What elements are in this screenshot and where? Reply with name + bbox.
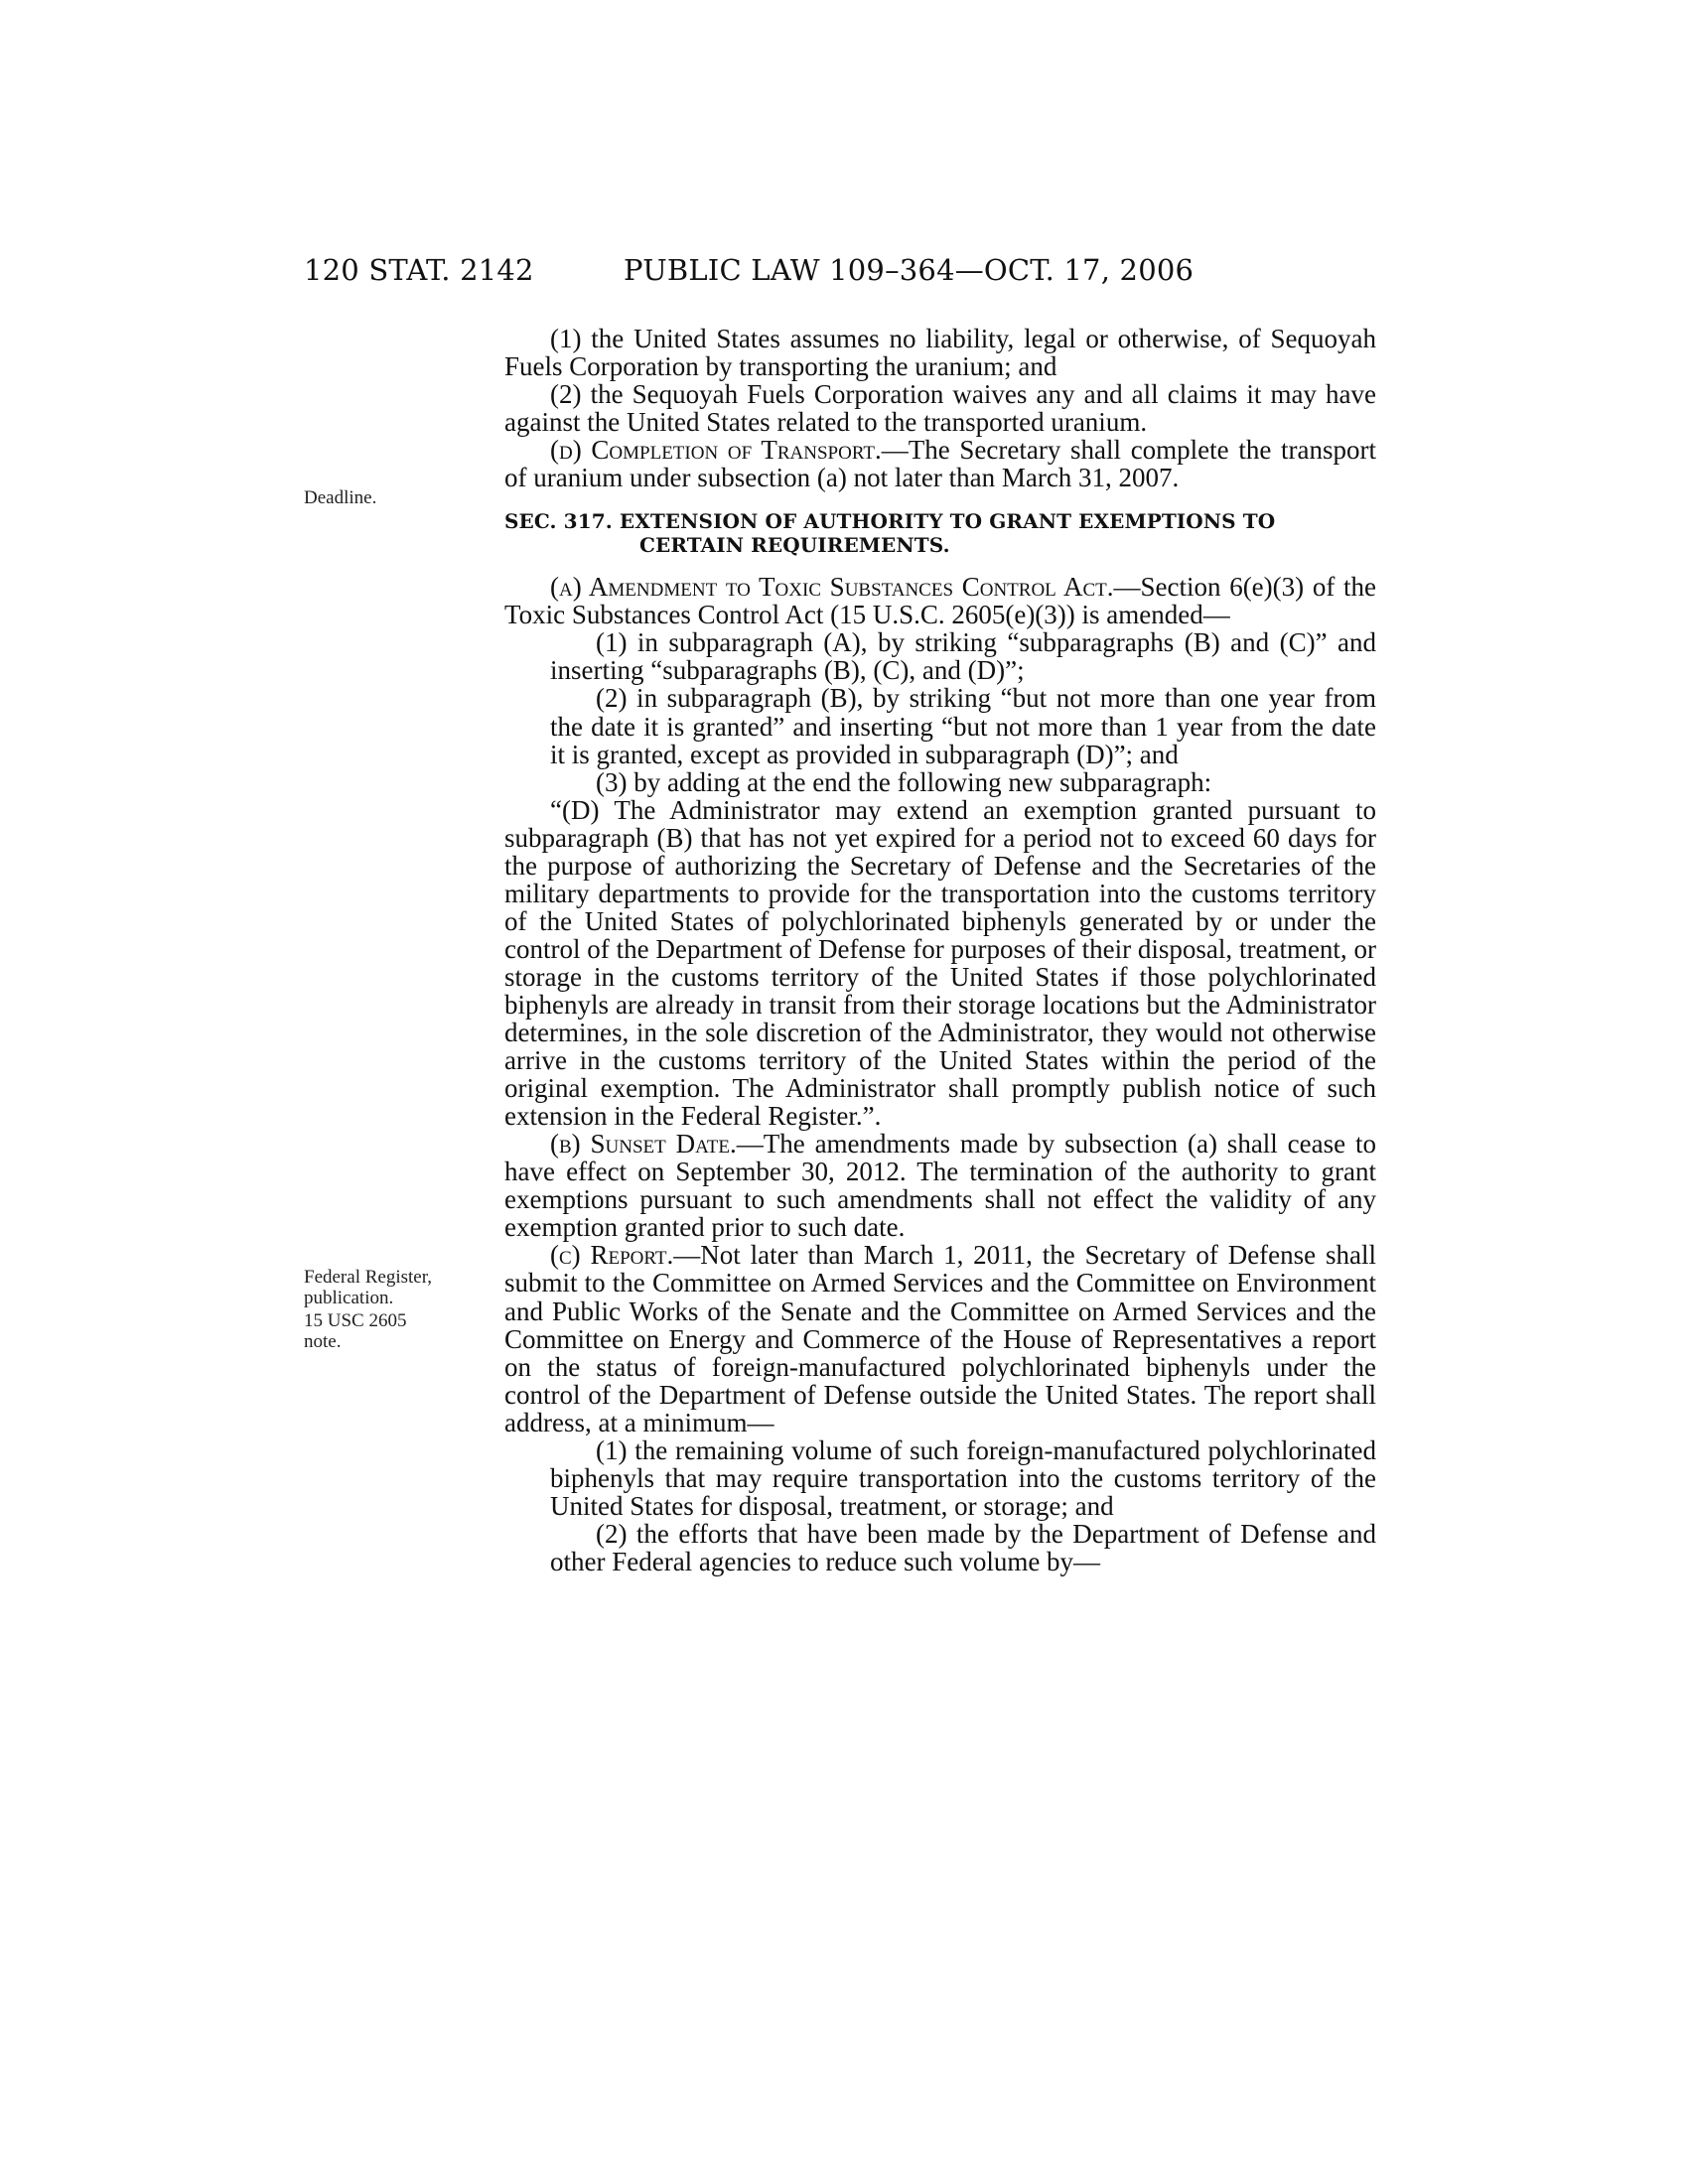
subsection-heading: (c) Report. bbox=[550, 1240, 674, 1271]
paragraph-r2: (2) the efforts that have been made by the Department of Defense and other Federal agencies to reduce such volume by— bbox=[550, 1518, 1376, 1576]
body-text bbox=[504, 325, 1376, 1575]
paragraph-a: (a) Amendment to Toxic Substances Control Act.—Section 6(e)(3) of the Toxic Substances Control Act (15 U.S.C. 2605(e)(3)) is amended— bbox=[504, 572, 1377, 630]
subsection-heading: (d) Completion of Transport. bbox=[550, 435, 882, 466]
paragraph-a2: (2) in subparagraph (B), by striking “but not more than one year from the date it is granted” and inserting “but not more than 1 year from the date it is granted, except as provided in subparagraph (D)”; and bbox=[550, 683, 1376, 769]
quoted-subparagraph-d: “(D) The Administrator may extend an exemption granted pursuant to subparagraph (B) that has not yet expired for a period not to exceed 60 days for the purpose of authorizing the Secretary of Defense and the Secretaries of the military departments to provide for the transportation into the customs territory of the United States of polychlorinated biphenyls generated by or under the control of the Department of Defense for purposes of their disposal, treatment, or storage in the customs territory of the United States if those polychlorinated biphenyls are already in transit from their storage locations but the Administrator determines, in the sole discretion of the Administrator, they would not otherwise arrive in the customs territory of the United States within the period of the original exemption. The Administrator shall promptly publish notice of such extension in the Federal Register.”. bbox=[504, 794, 1376, 1132]
paragraph-a3: (3) by adding at the end the following new subparagraph: bbox=[596, 766, 1212, 797]
paragraph-d: (d) Completion of Transport.—The Secretary shall complete the transport of uranium under subsection (a) not later than March 31, 2007. bbox=[504, 435, 1376, 493]
section-heading: SEC. 317. EXTENSION OF AUTHORITY TO GRANT EXEMPTIONS TO CERTAIN REQUIREMENTS. bbox=[504, 509, 1276, 558]
paragraph-r1: (1) the remaining volume of such foreign-manufactured polychlorinated biphenyls that may require transportation into the customs territory of the United States for disposal, treatment, or storage; and bbox=[550, 1434, 1376, 1521]
paragraph-a1: (1) in subparagraph (A), by striking “subparagraphs (B) and (C)” and inserting “subparagraphs (B), (C), and (D)”; bbox=[550, 627, 1376, 686]
margin-note-usc: 15 USC 2605 note. bbox=[304, 1310, 407, 1352]
public-law-reference: PUBLIC LAW 109–364—OCT. 17, 2006 bbox=[624, 253, 1195, 287]
statute-reference: 120 STAT. 2142 bbox=[304, 253, 534, 287]
margin-note-deadline: Deadline. bbox=[304, 487, 377, 508]
paragraph-b: (b) Sunset Date.—The amendments made by subsection (a) shall cease to have effect on September 30, 2012. The termination of the authority to grant exemptions pursuant to such amendments shall not effect the validity of any exemption granted prior to such date. bbox=[504, 1129, 1376, 1243]
paragraph-c2: (2) the Sequoyah Fuels Corporation waives any and all claims it may have against the United States related to the transported uranium. bbox=[504, 379, 1376, 438]
subsection-heading: (b) Sunset Date. bbox=[550, 1129, 737, 1160]
page-header bbox=[304, 253, 1376, 293]
subsection-heading: (a) Amendment to Toxic Substances Control Act. bbox=[550, 572, 1114, 603]
paragraph-c1: (1) the United States assumes no liability, legal or otherwise, of Sequoyah Fuels Corporation by transporting the uranium; and bbox=[504, 324, 1376, 382]
margin-note-federal-register: Federal Register, publication. bbox=[304, 1267, 433, 1308]
paragraph-c: (c) Report.—Not later than March 1, 2011, the Secretary of Defense shall submit to the Committee on Armed Services and the Committee on Environment and Public Works of the Senate and the Committee on Armed Services and the Committee on Energy and Commerce of the House of Representatives a report on the status of foreign-manufactured polychlorinated biphenyls under the control of the Department of Defense outside the United States. The report shall address, at a minimum— bbox=[504, 1240, 1376, 1437]
